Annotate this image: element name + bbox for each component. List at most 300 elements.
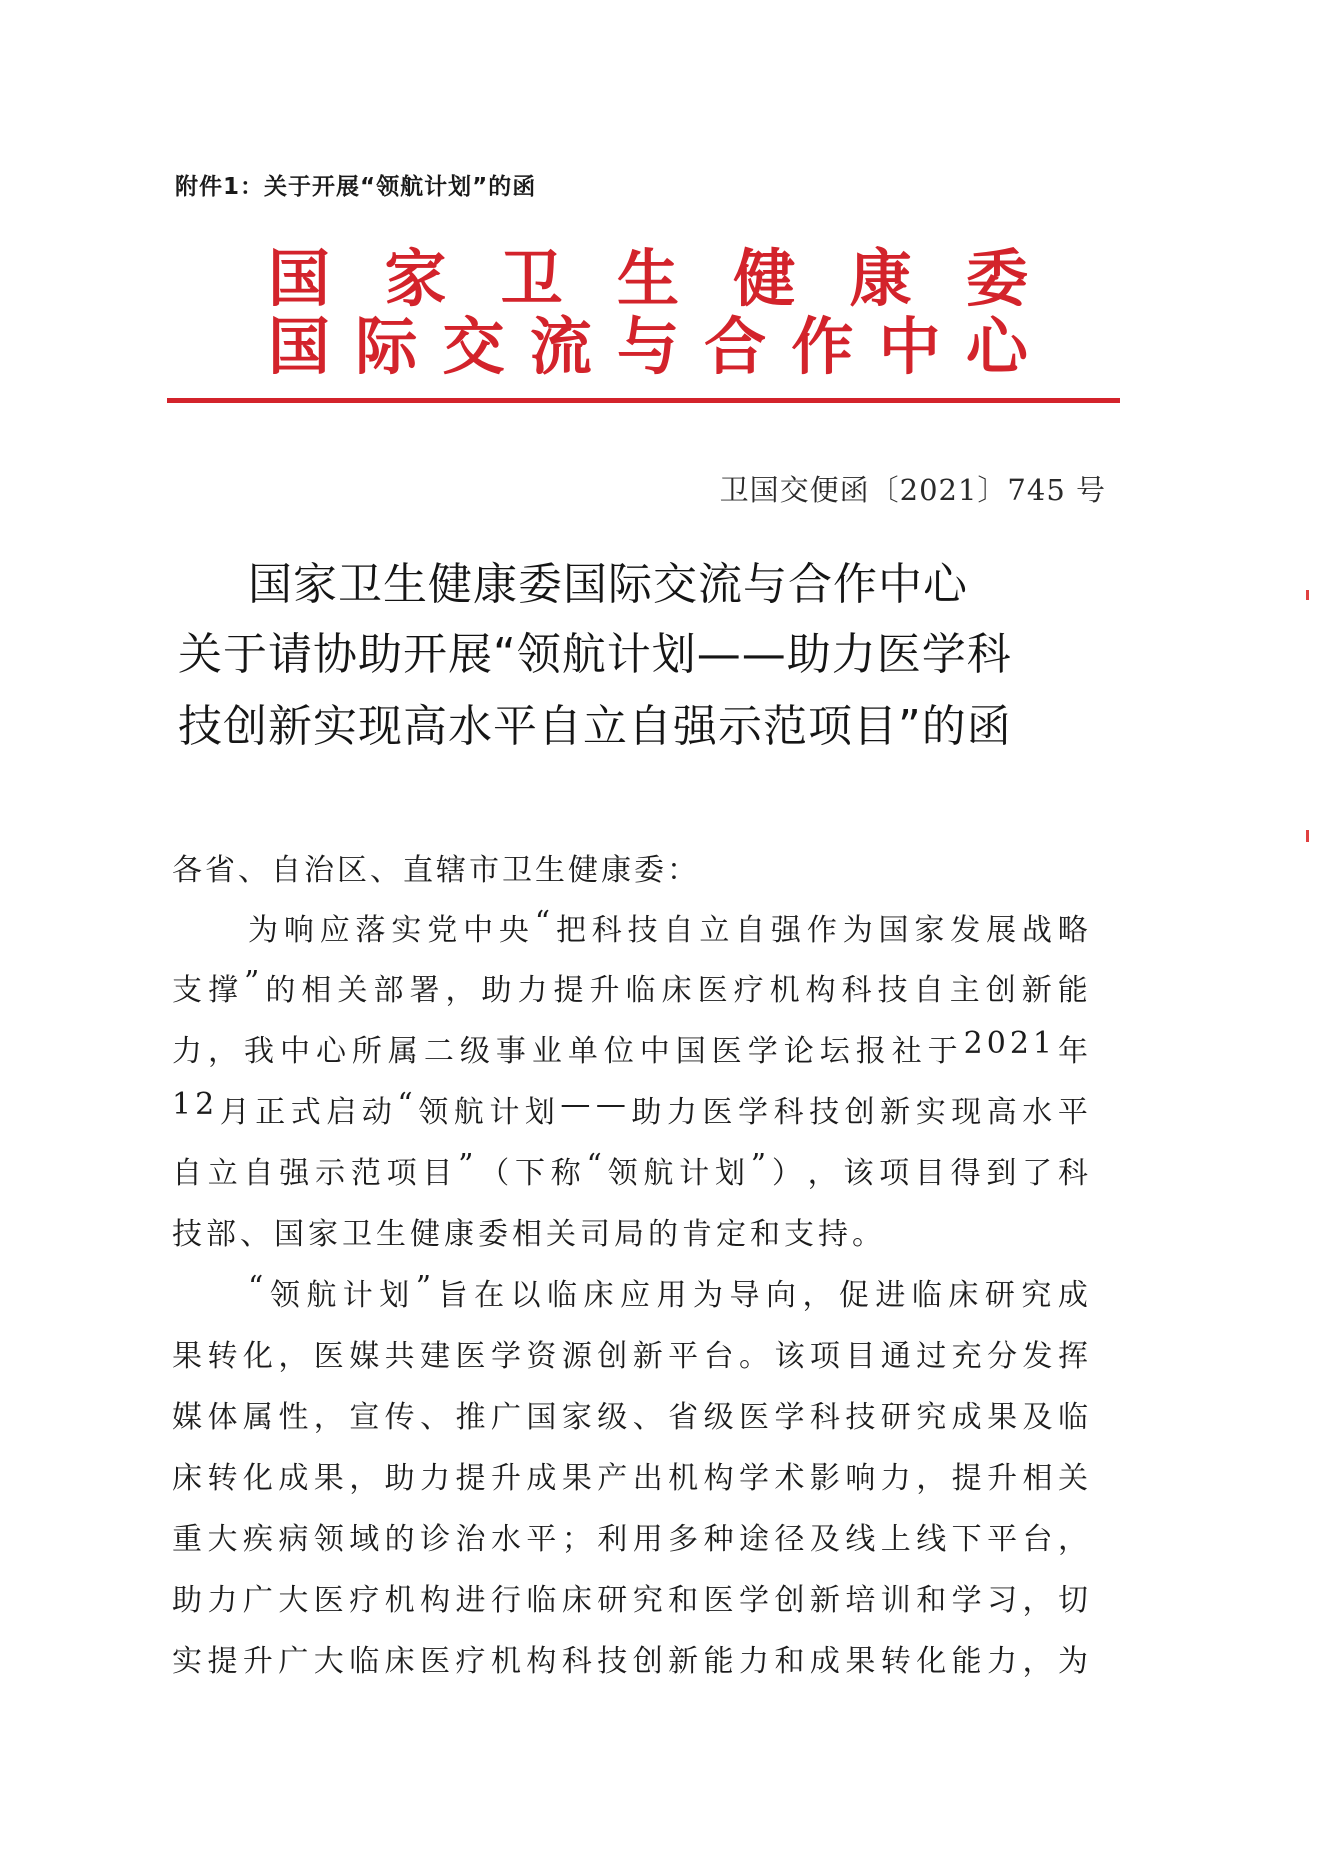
body-char: 划 xyxy=(524,1095,559,1130)
org-char: 国 xyxy=(268,310,331,383)
body-char: 关 xyxy=(1057,1461,1092,1496)
body-char: 作 xyxy=(806,913,841,948)
body-char: 项 xyxy=(809,1339,844,1374)
body-char: 助 xyxy=(384,1461,419,1496)
body-char: 性 xyxy=(278,1400,313,1435)
body-char: 进 xyxy=(875,1278,910,1313)
body-char: 重 xyxy=(172,1522,206,1557)
body-char: 立 xyxy=(699,913,734,948)
body-char: 技 xyxy=(809,1095,844,1130)
body-char: 中 xyxy=(279,1034,314,1069)
body-char: 强 xyxy=(279,1156,314,1191)
body-char: 媒 xyxy=(349,1339,384,1374)
body-char: 提 xyxy=(951,1461,986,1496)
body-line xyxy=(248,1270,1092,1314)
body-char: 属 xyxy=(242,1400,277,1435)
body-char: 途 xyxy=(739,1522,773,1557)
body-char: 技 xyxy=(597,1644,632,1679)
body-char: 用 xyxy=(632,1522,667,1557)
body-char: 线 xyxy=(916,1522,951,1557)
org-char: 交 xyxy=(442,310,505,383)
body-char: 医 xyxy=(702,1095,737,1130)
body-char: 医 xyxy=(420,1644,455,1679)
body-char: 床 xyxy=(561,1583,596,1618)
body-char: 医 xyxy=(703,1583,738,1618)
body-char: 在 xyxy=(474,1278,509,1313)
body-char: 转 xyxy=(207,1461,242,1496)
body-char: 目 xyxy=(422,1156,457,1191)
body-char: ” xyxy=(415,1270,436,1305)
body-char: 能 xyxy=(951,1644,986,1679)
body-char: 临 xyxy=(1057,1400,1092,1435)
body-char: 月 xyxy=(219,1095,254,1130)
body-char: 新 xyxy=(1021,973,1056,1008)
body-char: 升 xyxy=(490,1461,525,1496)
body-char: ， xyxy=(278,1339,313,1374)
body-char: 大 xyxy=(278,1583,313,1618)
body-char: ” xyxy=(750,1148,771,1183)
body-char: 称 xyxy=(550,1156,585,1191)
body-char: 果 xyxy=(845,1644,880,1679)
body-char: 水 xyxy=(1022,1095,1057,1130)
body-char: 学 xyxy=(951,1583,986,1618)
body-char: 大 xyxy=(207,1522,242,1557)
body-char: 计 xyxy=(342,1278,377,1313)
body-char: 论 xyxy=(783,1034,818,1069)
body-char: 台 xyxy=(1022,1522,1057,1557)
scan-mark xyxy=(1306,590,1309,600)
body-char: 技 xyxy=(627,913,662,948)
body-char: 构 xyxy=(703,1461,738,1496)
body-char: 平 xyxy=(987,1522,1022,1557)
body-char: 科 xyxy=(773,1095,808,1130)
org-char: 康 xyxy=(849,242,912,315)
body-char: 级 xyxy=(597,1400,632,1435)
body-char: 发 xyxy=(950,913,985,948)
body-char: 治 xyxy=(455,1522,490,1557)
body-char: 究 xyxy=(632,1583,667,1618)
body-char: 省 xyxy=(668,1400,703,1435)
body-char: 床 xyxy=(384,1644,419,1679)
body-char: 及 xyxy=(1022,1400,1057,1435)
body-char: 机 xyxy=(384,1583,419,1618)
body-char: ， xyxy=(916,1461,951,1496)
body-char: 正 xyxy=(255,1095,290,1130)
body-line xyxy=(172,1026,1092,1070)
body-char: 心 xyxy=(315,1034,350,1069)
body-char: 实 xyxy=(391,913,426,948)
org-char: 流 xyxy=(529,310,592,383)
body-char: 为 xyxy=(692,1278,727,1313)
body-char: 力 xyxy=(420,1461,455,1496)
body-char: 种 xyxy=(703,1522,738,1557)
org-char: 心 xyxy=(965,310,1028,383)
body-line xyxy=(172,1636,1092,1680)
body-line xyxy=(172,965,1092,1009)
body-char: 社 xyxy=(891,1034,926,1069)
salutation: 各省、自治区、直辖市卫生健康委： xyxy=(172,853,700,888)
body-char: 科 xyxy=(1057,1156,1092,1191)
body-char: 成 xyxy=(951,1400,986,1435)
body-char: 力 xyxy=(517,973,552,1008)
body-char: 旨 xyxy=(437,1278,472,1313)
body-char: 领 xyxy=(607,1156,642,1191)
body-char: 能 xyxy=(703,1644,738,1679)
body-char: 单 xyxy=(567,1034,602,1069)
body-char: 水 xyxy=(490,1522,525,1557)
body-char: 影 xyxy=(809,1461,844,1496)
body-char: 学 xyxy=(747,1034,782,1069)
body-char: 广 xyxy=(278,1644,313,1679)
body-char: 培 xyxy=(845,1583,880,1618)
body-char: 的 xyxy=(265,973,300,1008)
body-char: 台 xyxy=(703,1339,738,1374)
body-char: 径 xyxy=(774,1522,809,1557)
body-char: 大 xyxy=(313,1644,348,1679)
body-char: 医 xyxy=(711,1034,746,1069)
body-char: 医 xyxy=(697,973,732,1008)
body-char: 领 xyxy=(418,1095,453,1130)
body-char: 新 xyxy=(668,1644,703,1679)
body-char: 位 xyxy=(603,1034,638,1069)
document-number: 卫国交便函〔2021〕745 号 xyxy=(719,473,1106,507)
body-char: 化 xyxy=(916,1644,951,1679)
body-char: 线 xyxy=(845,1522,880,1557)
body-line xyxy=(172,1392,1092,1436)
body-char: 业 xyxy=(531,1034,566,1069)
body-char: 术 xyxy=(774,1461,809,1496)
body-char: 部 xyxy=(373,973,408,1008)
body-char: 研 xyxy=(984,1278,1019,1313)
title-line-3: 技创新实现高水平自立自强示范项目”的函 xyxy=(178,701,1012,752)
body-char: 果 xyxy=(987,1400,1022,1435)
body-char: 训 xyxy=(880,1583,915,1618)
body-char: 研 xyxy=(880,1400,915,1435)
body-char: 医 xyxy=(455,1339,490,1374)
body-char: 成 xyxy=(278,1461,313,1496)
body-char: 创 xyxy=(597,1339,632,1374)
body-char: 果 xyxy=(561,1461,596,1496)
body-char: 到 xyxy=(986,1156,1021,1191)
body-char: 科 xyxy=(561,1644,596,1679)
body-char: 床 xyxy=(583,1278,618,1313)
body-char: 医 xyxy=(313,1583,348,1618)
body-char: 航 xyxy=(453,1095,488,1130)
body-char: 共 xyxy=(384,1339,419,1374)
body-char: 新 xyxy=(809,1583,844,1618)
body-char: ， xyxy=(349,1461,384,1496)
body-char: 我 xyxy=(243,1034,278,1069)
body-char: 力 xyxy=(739,1644,773,1679)
body-char: “ xyxy=(248,1270,268,1305)
body-char: 助 xyxy=(481,973,516,1008)
body-char: 进 xyxy=(455,1583,490,1618)
body-char: 了 xyxy=(1022,1156,1057,1191)
body-char: 于 xyxy=(927,1034,962,1069)
body-char: 报 xyxy=(855,1034,890,1069)
body-char: 式 xyxy=(290,1095,325,1130)
body-char: 高 xyxy=(986,1095,1021,1130)
body-char: 划 xyxy=(379,1278,414,1313)
body-char: 疗 xyxy=(349,1583,384,1618)
org-char: 健 xyxy=(733,242,796,315)
body-char: 应 xyxy=(319,913,354,948)
body-char: 和 xyxy=(668,1583,703,1618)
body-char: 疗 xyxy=(455,1644,490,1679)
body-line xyxy=(248,905,1092,949)
body-char: 技 xyxy=(845,1400,880,1435)
org-char: 卫 xyxy=(500,242,563,315)
body-char: 中 xyxy=(463,913,498,948)
body-char: 构 xyxy=(526,1644,561,1679)
org-char: 生 xyxy=(616,242,679,315)
body-char: 战 xyxy=(1021,913,1056,948)
body-char: 创 xyxy=(985,973,1020,1008)
body-char: 署 xyxy=(409,973,444,1008)
body-char: 通 xyxy=(880,1339,915,1374)
body-char: 事 xyxy=(495,1034,530,1069)
body-char: 相 xyxy=(301,973,336,1008)
body-char: 力 xyxy=(880,1461,915,1496)
body-char: 广 xyxy=(490,1400,525,1435)
body-char: 力 xyxy=(987,1644,1022,1679)
body-char: 实 xyxy=(915,1095,950,1130)
body-line xyxy=(172,1514,1092,1558)
body-char: 化 xyxy=(242,1461,277,1496)
body-char: 属 xyxy=(387,1034,422,1069)
body-char: 升 xyxy=(589,973,624,1008)
body-char: 向 xyxy=(765,1278,800,1313)
body-char: 上 xyxy=(880,1522,915,1557)
body-char: — xyxy=(560,1087,595,1122)
body-char: 多 xyxy=(668,1522,703,1557)
body-char: 技 xyxy=(877,973,912,1008)
body-line xyxy=(172,1453,1092,1497)
title-line-2: 关于请协助开展“领航计划——助力医学科 xyxy=(178,629,1012,680)
body-char: 能 xyxy=(1057,973,1092,1008)
body-char: 机 xyxy=(490,1644,525,1679)
body-char: 领 xyxy=(269,1278,304,1313)
body-char: 临 xyxy=(625,973,660,1008)
body-char: 体 xyxy=(207,1400,242,1435)
body-char: 升 xyxy=(242,1644,277,1679)
body-char: ， xyxy=(802,1278,837,1313)
body-char: 学 xyxy=(739,1583,773,1618)
body-char: 学 xyxy=(739,1461,773,1496)
body-char: 床 xyxy=(948,1278,983,1313)
org-char: 与 xyxy=(616,310,679,383)
body-char: 学 xyxy=(738,1095,773,1130)
body-char: 自 xyxy=(663,913,698,948)
body-char: 12 xyxy=(172,1087,219,1122)
body-char: 央 xyxy=(498,913,533,948)
body-char: 划 xyxy=(714,1156,749,1191)
body-char: 坛 xyxy=(819,1034,854,1069)
body-line xyxy=(172,1575,1092,1619)
body-char: 临 xyxy=(911,1278,946,1313)
body-char: 。 xyxy=(739,1339,773,1374)
body-char: 响 xyxy=(845,1461,880,1496)
body-char: 用 xyxy=(656,1278,691,1313)
body-char: 略 xyxy=(1057,913,1092,948)
body-char: 力 xyxy=(207,1583,242,1618)
body-char: 学 xyxy=(490,1339,525,1374)
body-char: 展 xyxy=(986,913,1021,948)
body-char: 临 xyxy=(349,1644,384,1679)
body-char: 项 xyxy=(879,1156,914,1191)
body-char: 化 xyxy=(242,1339,277,1374)
body-char: （ xyxy=(479,1156,514,1191)
body-char: 宣 xyxy=(349,1400,384,1435)
body-char: 应 xyxy=(620,1278,655,1313)
body-char: 二 xyxy=(423,1034,458,1069)
body-char: 下 xyxy=(951,1522,986,1557)
body-char: 现 xyxy=(951,1095,986,1130)
body-char: 病 xyxy=(278,1522,313,1557)
body-char: 自 xyxy=(243,1156,278,1191)
body-char: 果 xyxy=(172,1339,206,1374)
org-name-line1 xyxy=(268,242,1028,315)
body-char: 党 xyxy=(427,913,462,948)
body-char: 挥 xyxy=(1057,1339,1092,1374)
org-char: 国 xyxy=(268,242,331,315)
body-char: 示 xyxy=(315,1156,350,1191)
body-char: 研 xyxy=(597,1583,632,1618)
body-char: 把 xyxy=(555,913,590,948)
body-char: 导 xyxy=(729,1278,764,1313)
body-char: 科 xyxy=(809,1400,844,1435)
body-char: ” xyxy=(458,1148,478,1183)
body-char: 2021 xyxy=(963,1026,1057,1061)
body-char: 升 xyxy=(987,1461,1022,1496)
body-char: 下 xyxy=(515,1156,549,1191)
body-char: 立 xyxy=(207,1156,242,1191)
body-char: 学 xyxy=(774,1400,809,1435)
body-char: 利 xyxy=(597,1522,632,1557)
body-char: 力 xyxy=(172,1034,206,1069)
org-name-line2 xyxy=(268,310,1028,383)
body-char: 国 xyxy=(526,1400,561,1435)
body-char: 国 xyxy=(675,1034,710,1069)
body-char: 所 xyxy=(351,1034,386,1069)
body-char: 充 xyxy=(951,1339,986,1374)
body-char: 落 xyxy=(355,913,390,948)
body-char: 源 xyxy=(561,1339,596,1374)
body-char: 推 xyxy=(455,1400,490,1435)
body-char: 目 xyxy=(914,1156,949,1191)
body-char: 动 xyxy=(361,1095,396,1130)
body-char: “ xyxy=(586,1148,606,1183)
body-char: 床 xyxy=(661,973,696,1008)
body-char: 航 xyxy=(643,1156,678,1191)
body-char: 提 xyxy=(207,1644,242,1679)
attachment-label: 附件1：关于开展“领航计划”的函 xyxy=(175,174,537,200)
body-char: 成 xyxy=(809,1644,844,1679)
body-char: 实 xyxy=(172,1644,206,1679)
body-char: ， xyxy=(207,1034,242,1069)
body-char: 分 xyxy=(987,1339,1022,1374)
body-char: ， xyxy=(445,973,480,1008)
body-char: 家 xyxy=(561,1400,596,1435)
body-char: 及 xyxy=(809,1522,844,1557)
body-char: 床 xyxy=(172,1461,206,1496)
body-char: 机 xyxy=(668,1461,703,1496)
body-char: “ xyxy=(534,905,555,940)
body-char: ， xyxy=(807,1156,842,1191)
body-char: 行 xyxy=(490,1583,525,1618)
body-char: 为 xyxy=(842,913,877,948)
body-char: 传 xyxy=(384,1400,419,1435)
body-char: 为 xyxy=(1057,1644,1092,1679)
body-char: 果 xyxy=(313,1461,348,1496)
body-char: 医 xyxy=(739,1400,773,1435)
body-char: ； xyxy=(561,1522,596,1557)
body-char: 得 xyxy=(950,1156,985,1191)
body-char: 临 xyxy=(547,1278,582,1313)
body-char: 切 xyxy=(1057,1583,1092,1618)
body-char: 响 xyxy=(283,913,318,948)
org-char: 委 xyxy=(965,242,1028,315)
body-char: 年 xyxy=(1058,1034,1092,1069)
body-char: 、 xyxy=(632,1400,667,1435)
body-char: 广 xyxy=(242,1583,277,1618)
org-char: 家 xyxy=(384,242,447,315)
org-char: 作 xyxy=(791,310,854,383)
body-char: 出 xyxy=(632,1461,667,1496)
body-char: 为 xyxy=(248,913,282,948)
body-char: 计 xyxy=(679,1156,714,1191)
body-line xyxy=(172,1087,1092,1131)
org-char: 中 xyxy=(878,310,941,383)
body-char: 构 xyxy=(805,973,840,1008)
body-char: 、 xyxy=(420,1400,455,1435)
scan-mark xyxy=(1306,830,1309,842)
body-char: 发 xyxy=(1022,1339,1057,1374)
body-char: 提 xyxy=(553,973,588,1008)
body-char: 助 xyxy=(172,1583,206,1618)
body-char: 该 xyxy=(774,1339,809,1374)
body-line xyxy=(172,1148,1092,1192)
body-char: 建 xyxy=(420,1339,455,1374)
body-char: 目 xyxy=(845,1339,880,1374)
body-char: 国 xyxy=(878,913,913,948)
body-char: 创 xyxy=(632,1644,667,1679)
body-char: 新 xyxy=(880,1095,915,1130)
title-line-1: 国家卫生健康委国际交流与合作中心 xyxy=(248,559,968,610)
body-char: 该 xyxy=(843,1156,878,1191)
body-char: 计 xyxy=(489,1095,524,1130)
body-char: ” xyxy=(244,965,264,1000)
body-char: 的 xyxy=(384,1522,419,1557)
body-char: 创 xyxy=(774,1583,809,1618)
body-char: 领 xyxy=(313,1522,348,1557)
body-char: 新 xyxy=(632,1339,667,1374)
body-char: 平 xyxy=(668,1339,703,1374)
body-char: 究 xyxy=(1021,1278,1056,1313)
body-char: 转 xyxy=(207,1339,242,1374)
body-char: 构 xyxy=(420,1583,455,1618)
body-char: 机 xyxy=(769,973,804,1008)
body-char: 成 xyxy=(526,1461,561,1496)
body-char: 启 xyxy=(326,1095,361,1130)
body-char: 以 xyxy=(510,1278,545,1313)
body-char: 媒 xyxy=(172,1400,206,1435)
body-char: 平 xyxy=(526,1522,561,1557)
body-line xyxy=(172,1331,1092,1375)
body-char: 项 xyxy=(386,1156,421,1191)
body-char: ， xyxy=(1022,1583,1057,1618)
body-char: “ xyxy=(397,1087,417,1122)
